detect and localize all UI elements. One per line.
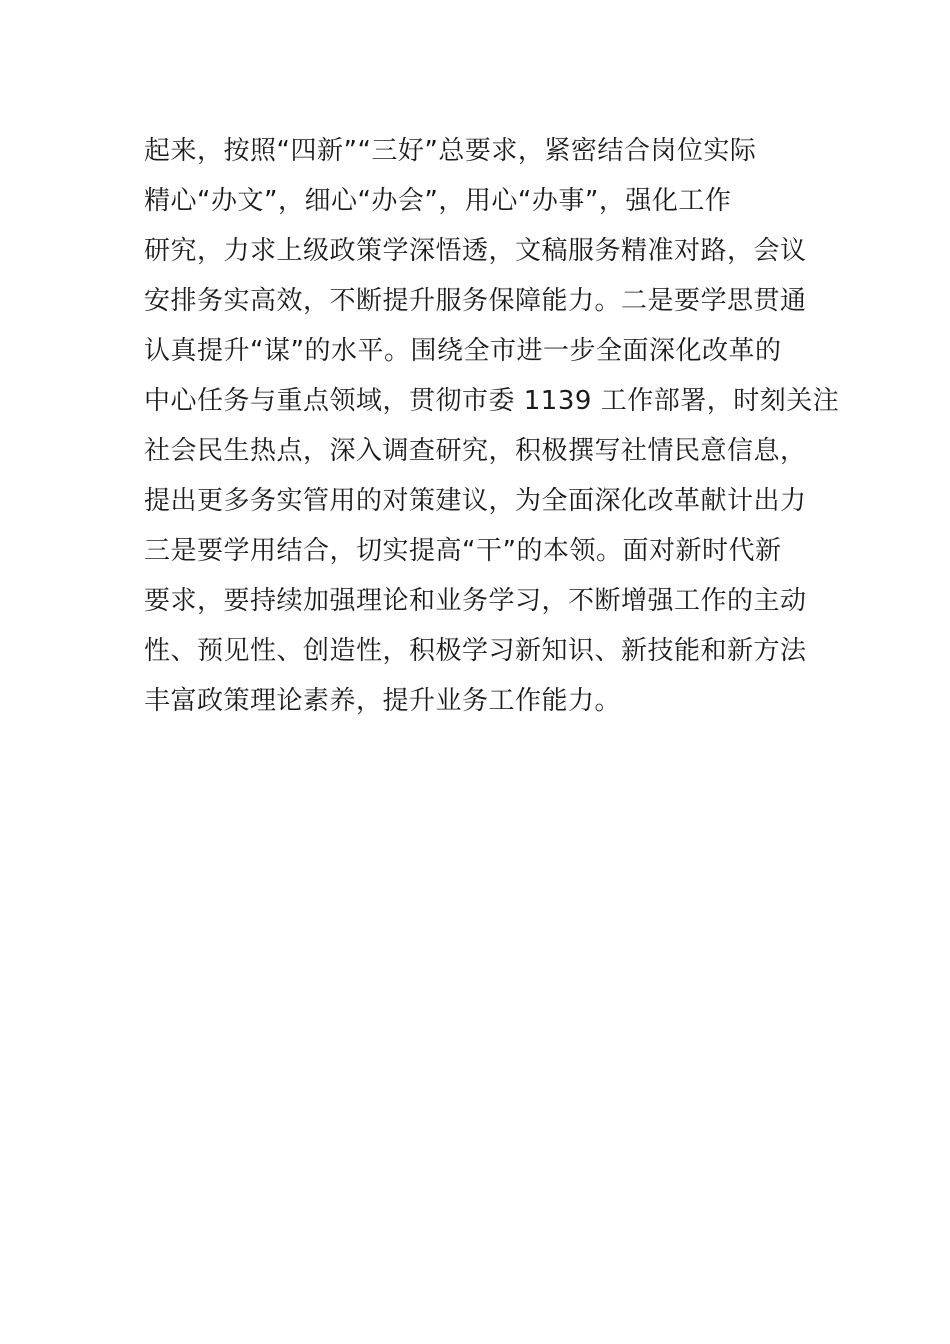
text-line: 安排务实高效，不断提升服务保障能力。二是要学思贯通 xyxy=(144,286,807,316)
text-line: 要求，要持续加强理论和业务学习，不断增强工作的主动 xyxy=(144,586,807,616)
text-line: 认真提升“谋”的水平。围绕全市进一步全面深化改革的 xyxy=(144,336,782,366)
text-line: 中心任务与重点领域，贯彻市委 1139 工作部署，时刻关注 xyxy=(144,386,840,416)
text-line: 精心“办文”，细心“办会”，用心“办事”，强化工作 xyxy=(144,186,732,216)
text-line: 三是要学用结合，切实提高“干”的本领。面对新时代新 xyxy=(144,536,782,566)
body-paragraph xyxy=(144,126,840,726)
text-line: 社会民生热点，深入调查研究，积极撰写社情民意信息， xyxy=(144,436,807,466)
text-line: 提出更多务实管用的对策建议，为全面深化改革献计出力 xyxy=(144,486,807,516)
text-line: 研究，力求上级政策学深悟透，文稿服务精准对路，会议 xyxy=(144,236,807,266)
text-line: 丰富政策理论素养，提升业务工作能力。 xyxy=(144,686,622,716)
text-line: 起来，按照“四新”“三好”总要求，紧密结合岗位实际 xyxy=(144,136,757,166)
text-line: 性、预见性、创造性，积极学习新知识、新技能和新方法 xyxy=(144,636,807,666)
